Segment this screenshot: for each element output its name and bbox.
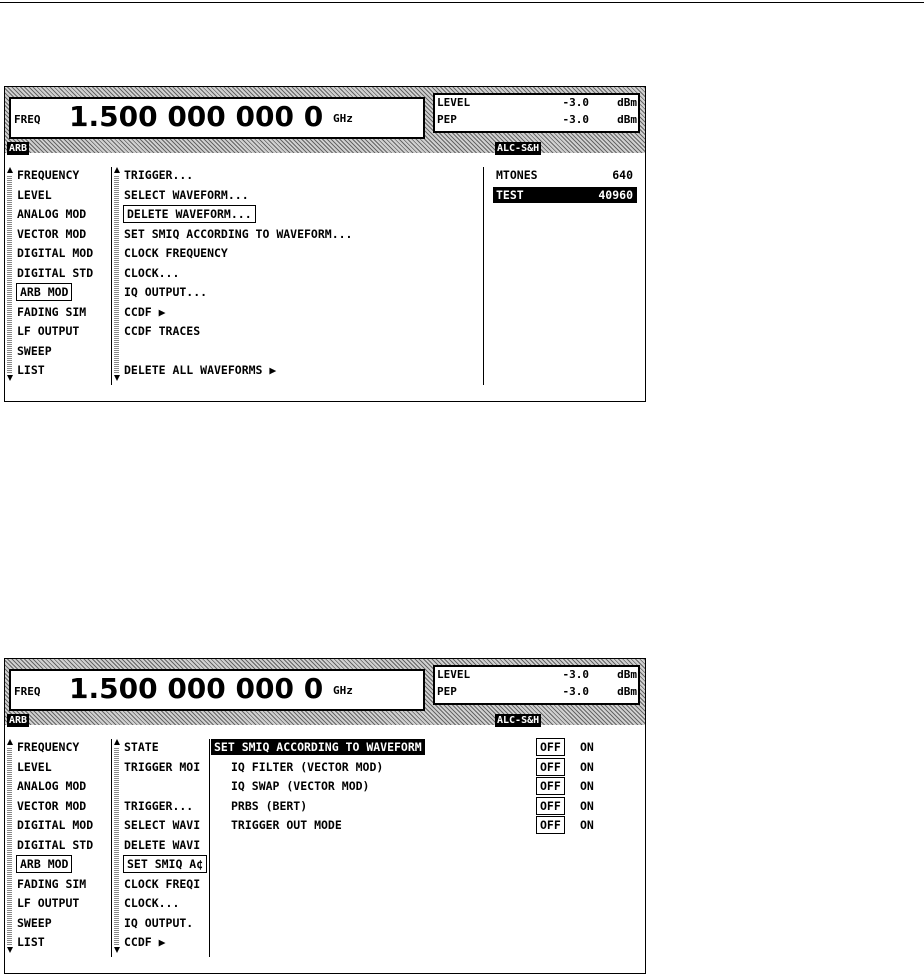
level-value: -3.0 [562,96,589,109]
pep-label: PEP [437,685,457,698]
arb-item-trigger[interactable]: TRIGGER... [124,168,194,182]
menu-item-analog-mod[interactable]: ANALOG MOD [17,779,87,793]
scroll-down-icon[interactable] [7,375,13,381]
level-label: LEVEL [437,668,471,681]
waveform-size: 40960 [598,187,633,202]
instrument-screen-2 [4,658,646,974]
status-tag: ALC-S&H [497,143,540,154]
menu-item-vector-mod[interactable]: VECTOR MOD [17,798,87,813]
menu-area [5,727,645,973]
level-row [437,668,637,684]
menu-item-list[interactable]: LIST [17,935,45,949]
instrument-screen-1 [4,86,646,402]
scroll-down-icon[interactable] [114,375,120,381]
arb-item-ccdf[interactable]: CCDF ▶ [124,304,166,319]
menu-area [5,155,645,401]
freq-value: 1.500 000 000 0 [69,672,324,705]
pep-unit: dBm [617,685,637,698]
option-iq-filter-vector-mod-off-option[interactable]: OFF [537,759,564,775]
level-row [437,96,637,112]
divider [111,167,112,385]
arb-item-trigger-moi[interactable]: TRIGGER MOI [124,759,201,774]
frequency-display[interactable] [9,97,425,139]
freq-label: FREQ [14,685,41,698]
option-prbs-bert-on-option[interactable]: ON [580,798,594,813]
arb-item-clock[interactable]: CLOCK... [124,265,180,280]
menu-item-frequency[interactable]: FREQUENCY [17,740,80,754]
option-iq-swap-vector-mod-off-option[interactable]: OFF [537,778,564,794]
option-trigger-out-mode-on-option[interactable]: ON [580,818,594,832]
level-unit: dBm [617,96,637,109]
arb-item-clock-frequency[interactable]: CLOCK FREQUENCY [124,246,228,260]
waveform-name: MTONES [496,168,538,182]
mid-scrollbar[interactable] [114,175,119,373]
option-prbs-bert-off-option[interactable]: OFF [537,798,564,814]
left-scrollbar[interactable] [7,175,12,373]
waveform-name: TEST [496,187,524,202]
arb-item-set-smiq-according-to-waveform[interactable]: SET SMIQ ACCORDING TO WAVEFORM... [124,226,353,241]
arb-item-clock[interactable]: CLOCK... [124,896,180,910]
pep-value: -3.0 [562,685,589,698]
menu-item-sweep[interactable]: SWEEP [17,343,52,358]
menu-item-analog-mod[interactable]: ANALOG MOD [17,207,87,221]
arb-item-delete-waveform[interactable]: DELETE WAVEFORM... [124,206,255,222]
arb-item-select-wavi[interactable]: SELECT WAVI [124,818,201,832]
menu-item-list[interactable]: LIST [17,363,45,377]
freq-unit: GHz [333,112,353,125]
pep-unit: dBm [617,113,637,126]
menu-item-arb-mod[interactable]: ARB MOD [17,284,71,300]
arb-item-select-waveform[interactable]: SELECT WAVEFORM... [124,187,249,202]
menu-item-digital-std[interactable]: DIGITAL STD [17,837,94,852]
menu-item-frequency[interactable]: FREQUENCY [17,168,80,182]
level-value: -3.0 [562,668,589,681]
divider [209,739,210,957]
menu-item-digital-mod[interactable]: DIGITAL MOD [17,246,94,260]
menu-item-vector-mod[interactable]: VECTOR MOD [17,226,87,241]
pep-label: PEP [437,113,457,126]
arb-item-set-smiq-a[interactable]: SET SMIQ A¢ [124,856,206,872]
arb-menu [5,727,209,967]
menu-item-fading-sim[interactable]: FADING SIM [17,876,87,891]
mode-tag: ARB [9,715,28,726]
option-iq-swap-vector-mod: IQ SWAP (VECTOR MOD) [231,779,370,793]
arb-item-ccdf-traces[interactable]: CCDF TRACES [124,324,201,338]
waveform-row[interactable] [493,167,637,183]
option-trigger-out-mode: TRIGGER OUT MODE [231,818,342,832]
arb-item-state[interactable]: STATE [124,740,159,754]
pep-value: -3.0 [562,113,589,126]
frequency-display[interactable] [9,669,425,711]
option-iq-filter-vector-mod: IQ FILTER (VECTOR MOD) [231,759,384,774]
level-unit: dBm [617,668,637,681]
arb-item-ccdf[interactable]: CCDF ▶ [124,935,166,949]
freq-unit: GHz [333,684,353,697]
freq-label: FREQ [14,113,41,126]
scroll-up-icon[interactable] [114,167,120,173]
arb-item-iq-output[interactable]: IQ OUTPUT. [124,915,194,930]
freq-value: 1.500 000 000 0 [69,100,324,133]
menu-item-digital-std[interactable]: DIGITAL STD [17,265,94,280]
option-trigger-out-mode-off-option[interactable]: OFF [537,817,564,833]
level-display[interactable] [433,665,640,705]
menu-item-arb-mod[interactable]: ARB MOD [17,856,71,872]
arb-item-delete-all-waveforms[interactable]: DELETE ALL WAVEFORMS ▶ [124,363,277,377]
mode-tag: ARB [9,143,28,154]
submenu-title[interactable]: SET SMIQ ACCORDING TO WAVEFORM [211,739,425,755]
option-iq-swap-vector-mod-on-option[interactable]: ON [580,779,594,793]
option-iq-filter-vector-mod-on-option[interactable]: ON [580,759,594,774]
arb-item-delete-wavi[interactable]: DELETE WAVI [124,837,201,852]
scroll-up-icon[interactable] [7,167,13,173]
page-top-rule [0,2,924,3]
menu-item-lf-output[interactable]: LF OUTPUT [17,324,80,338]
arb-item-iq-output[interactable]: IQ OUTPUT... [124,285,208,299]
option-prbs-bert: PRBS (BERT) [231,798,308,813]
set-smiq-off-option[interactable]: OFF [537,739,564,755]
menu-item-lf-output[interactable]: LF OUTPUT [17,896,80,910]
level-display[interactable] [433,93,640,133]
arb-item-trigger[interactable]: TRIGGER... [124,798,194,813]
menu-item-sweep[interactable]: SWEEP [17,915,52,930]
level-label: LEVEL [437,96,471,109]
pep-row [437,685,637,701]
waveform-size: 640 [612,168,633,182]
divider [483,167,484,385]
waveform-row[interactable] [493,187,637,203]
menu-item-level[interactable]: LEVEL [17,759,52,774]
menu-item-level[interactable]: LEVEL [17,187,52,202]
arb-item-clock-freqi[interactable]: CLOCK FREQI [124,876,201,891]
menu-item-fading-sim[interactable]: FADING SIM [17,304,87,319]
status-tag: ALC-S&H [497,715,540,726]
set-smiq-on-option[interactable]: ON [580,740,594,754]
menu-item-digital-mod[interactable]: DIGITAL MOD [17,818,94,832]
pep-row [437,113,637,129]
